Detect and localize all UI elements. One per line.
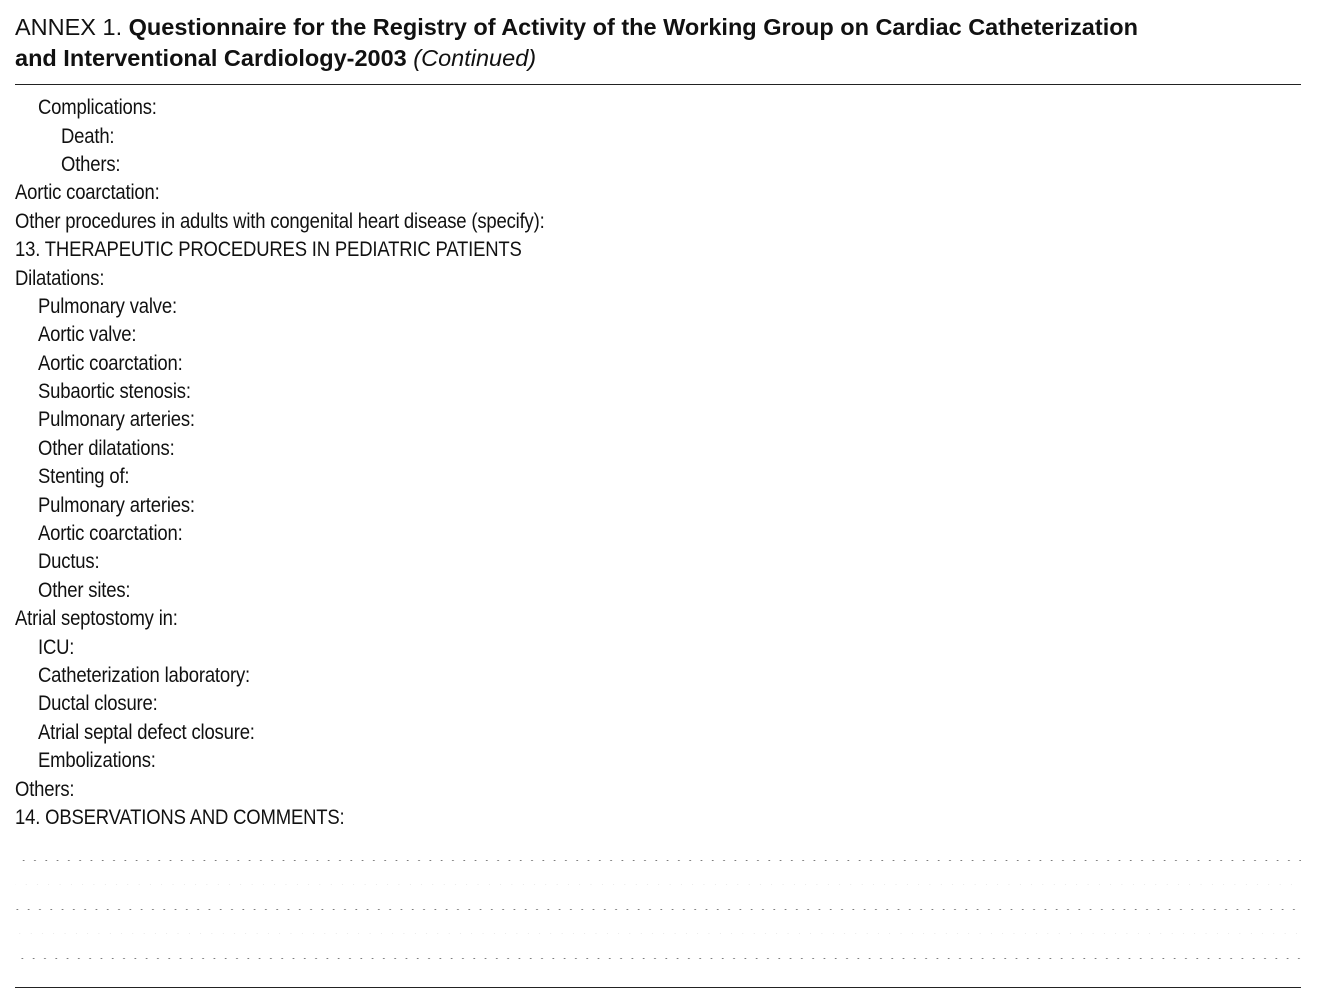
row-label: ICU:	[38, 635, 75, 659]
questionnaire-row	[15, 577, 915, 605]
questionnaire-row	[15, 633, 915, 661]
row-label: Aortic coarctation:	[38, 351, 183, 375]
dot-leader-field[interactable]	[174, 690, 915, 718]
dot-leader-field[interactable]	[146, 577, 915, 605]
comment-dotted-line[interactable]	[15, 934, 1301, 959]
row-label: Complications:	[38, 96, 157, 120]
dot-leader-field[interactable]	[173, 94, 915, 122]
questionnaire-row	[15, 122, 915, 150]
continued-label: (Continued)	[413, 45, 537, 71]
questionnaire-row	[15, 747, 915, 775]
row-label: 14. OBSERVATIONS AND COMMENTS:	[15, 805, 345, 829]
row-label: Catheterization laboratory:	[38, 664, 250, 687]
row-label: Aortic coarctation:	[38, 522, 183, 546]
row-label: Pulmonary arteries:	[38, 408, 195, 432]
questionnaire-row	[15, 605, 915, 633]
questionnaire-row	[15, 804, 915, 832]
dot-leader-field[interactable]	[176, 179, 915, 207]
row-label: 13. THERAPEUTIC PROCEDURES IN PEDIATRIC PATIENTS	[15, 238, 522, 262]
row-label: Other sites:	[38, 578, 131, 602]
questionnaire-row	[15, 463, 915, 491]
dot-leader-field[interactable]	[207, 378, 915, 406]
questionnaire-row	[15, 321, 915, 349]
questionnaire-row	[15, 719, 915, 747]
row-label: Aortic valve:	[38, 323, 137, 347]
row-label: Atrial septostomy in:	[15, 607, 178, 631]
row-label: Subaortic stenosis:	[38, 380, 191, 404]
questionnaire-row	[15, 179, 915, 207]
row-label: Ductus:	[38, 550, 100, 574]
row-label: Aortic coarctation:	[15, 181, 160, 205]
row-label: Pulmonary arteries:	[38, 493, 195, 517]
annex-title	[15, 12, 1305, 74]
dot-leader-field[interactable]	[136, 151, 915, 179]
row-label: Pulmonary valve:	[38, 294, 177, 318]
annex-label: ANNEX 1.	[15, 14, 123, 40]
row-label: Death:	[61, 124, 115, 148]
comment-dotted-line[interactable]	[15, 885, 1301, 910]
questionnaire-row	[15, 264, 915, 292]
dot-leader-field[interactable]	[266, 662, 915, 690]
comment-dotted-line[interactable]	[15, 861, 1301, 886]
dot-leader-field[interactable]	[90, 633, 915, 661]
row-label: Others:	[61, 152, 121, 176]
row-label: Ductal closure:	[38, 692, 158, 716]
questionnaire-row	[15, 775, 915, 803]
row-label: Other dilatations:	[38, 436, 175, 460]
questionnaire-row	[15, 690, 915, 718]
questionnaire-row	[15, 435, 915, 463]
dot-leader-field[interactable]	[271, 719, 915, 747]
questionnaire-row	[15, 662, 915, 690]
comment-dotted-line[interactable]	[15, 910, 1301, 935]
row-label: Atrial septal defect closure:	[38, 720, 255, 744]
row-label: Stenting of:	[38, 465, 130, 489]
row-label: Others:	[15, 777, 75, 801]
dot-leader-field[interactable]	[561, 208, 915, 236]
questionnaire-row	[15, 350, 915, 378]
questionnaire-row	[15, 208, 915, 236]
dot-leader-field[interactable]	[199, 520, 915, 548]
dot-leader-field[interactable]	[152, 321, 915, 349]
title-text-line-2: and Interventional Cardiology-2003	[15, 45, 407, 71]
row-label: Other procedures in adults with congenital heart disease (specify):	[15, 209, 545, 233]
questionnaire-row	[15, 94, 915, 122]
questionnaire-row	[15, 548, 915, 576]
dot-leader-field[interactable]	[191, 435, 915, 463]
questionnaire-row	[15, 378, 915, 406]
questionnaire-row	[15, 236, 915, 264]
dot-leader-field[interactable]	[211, 406, 915, 434]
questionnaire-row	[15, 491, 915, 519]
title-text-line-1: Questionnaire for the Registry of Activity of the Working Group on Cardiac Catheterization	[128, 14, 1138, 40]
dot-leader-field[interactable]	[130, 122, 915, 150]
title-line-2	[15, 43, 1305, 74]
row-label: Dilatations:	[15, 266, 105, 290]
questionnaire-row	[15, 520, 915, 548]
dot-leader-field[interactable]	[211, 491, 915, 519]
questionnaire-row	[15, 151, 915, 179]
title-line-1	[15, 12, 1305, 43]
dot-leader-field[interactable]	[115, 548, 915, 576]
dot-leader-field[interactable]	[199, 350, 915, 378]
questionnaire-rows	[15, 94, 915, 832]
row-label: Embolizations:	[38, 749, 156, 773]
questionnaire-row	[15, 406, 915, 434]
dot-leader-field[interactable]	[193, 293, 915, 321]
bottom-divider	[15, 987, 1301, 988]
questionnaire-row	[15, 293, 915, 321]
comments-area[interactable]	[15, 836, 1301, 959]
comment-dotted-line[interactable]	[15, 836, 1301, 861]
top-divider	[15, 84, 1301, 85]
dot-leader-field[interactable]	[172, 747, 915, 775]
